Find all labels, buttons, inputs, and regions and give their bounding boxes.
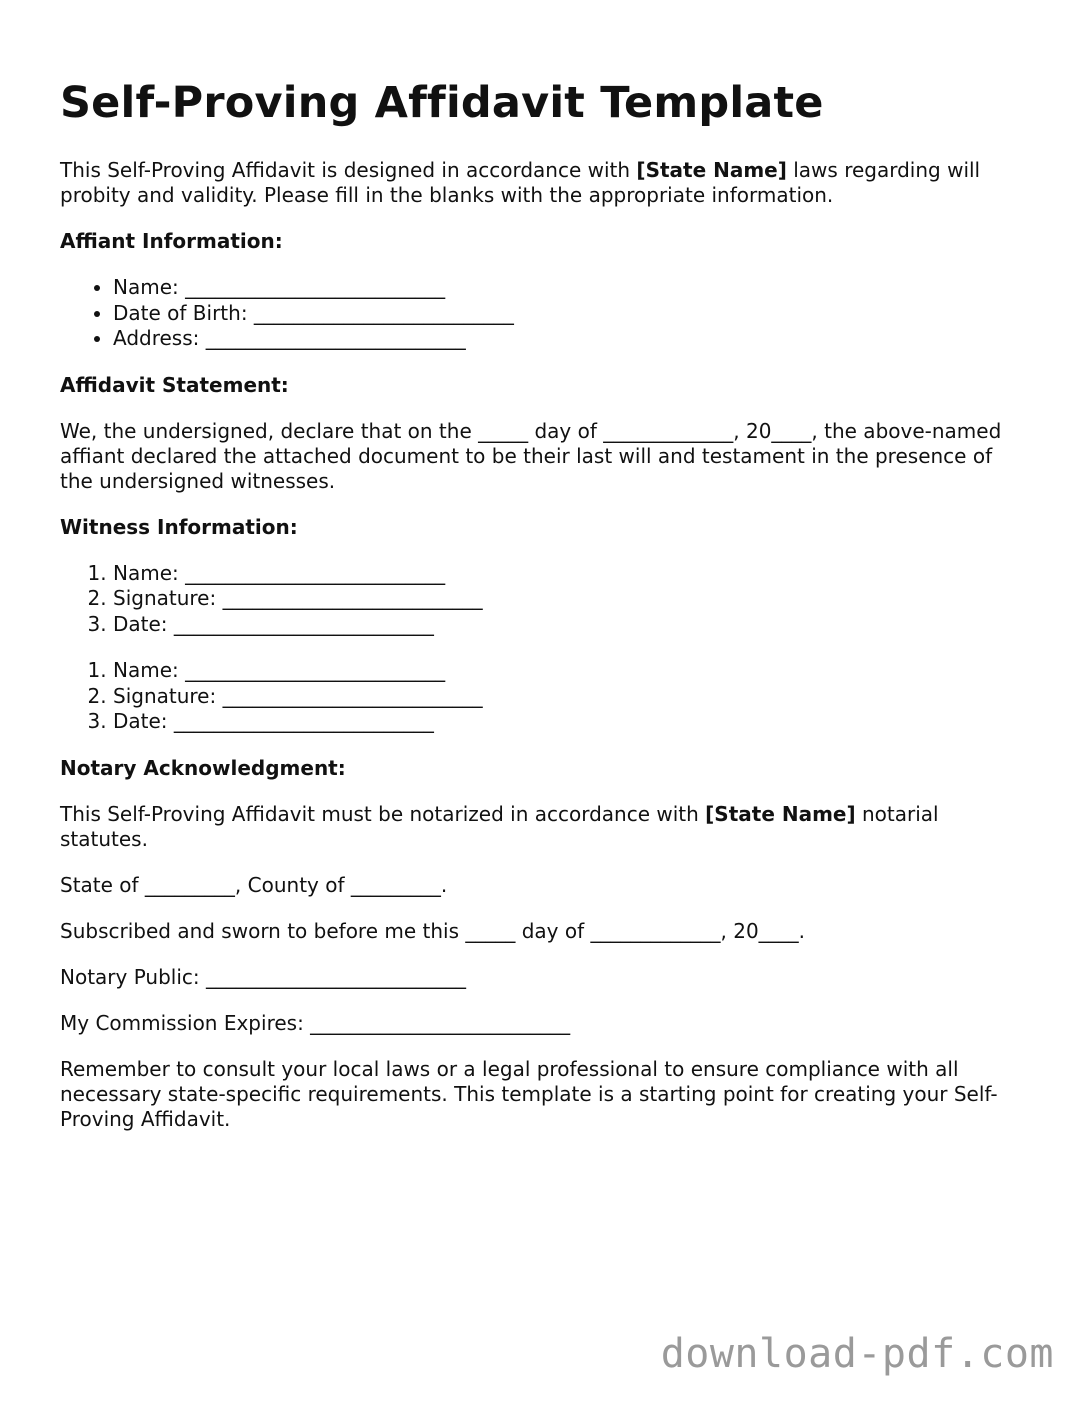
watermark: download-pdf.com bbox=[660, 1331, 1054, 1377]
notary-state-placeholder: [State Name] bbox=[705, 801, 856, 826]
notary-public-line: Notary Public: __________________________ bbox=[60, 964, 466, 989]
notary-text-before: This Self-Proving Affidavit must be notarized in accordance with bbox=[60, 801, 706, 826]
witness-1-date-field: 3. Date: __________________________ bbox=[113, 612, 1030, 638]
witness-2-date-field: 3. Date: __________________________ bbox=[113, 709, 1030, 735]
intro-text-before: This Self-Proving Affidavit is designed in accordance with bbox=[60, 158, 637, 182]
notary-heading: Notary Acknowledgment: bbox=[60, 755, 346, 780]
closing-paragraph: Remember to consult your local laws or a legal professional to ensure compliance with all necessary state-specific requirements. This template is a starting point for creating your Self-Proving Affidavit. bbox=[60, 1056, 998, 1131]
witness-2-list bbox=[60, 658, 1030, 735]
affiant-heading: Affiant Information: bbox=[60, 229, 283, 253]
document-page bbox=[60, 78, 1030, 1153]
witness-1-list bbox=[60, 561, 1030, 638]
witness-2-signature-field: 2. Signature: __________________________ bbox=[113, 684, 1030, 710]
affiant-name-field: • Name: __________________________ bbox=[113, 275, 1030, 301]
witness-1-name-field: 1. Name: __________________________ bbox=[113, 561, 1030, 587]
commission-expires-line: My Commission Expires: __________________________ bbox=[60, 1010, 571, 1035]
affiant-dob-field: • Date of Birth: __________________________ bbox=[113, 301, 1030, 327]
affiant-list bbox=[60, 275, 1030, 352]
intro-text-after: laws regarding will probity and validity. Please fill in the blanks with the appropriate information. bbox=[60, 158, 981, 207]
witness-heading: Witness Information: bbox=[60, 514, 298, 539]
intro-state-placeholder: [State Name] bbox=[636, 158, 787, 182]
document-title: Self-Proving Affidavit Template bbox=[60, 78, 824, 128]
notary-text-after: notarial statutes. bbox=[60, 801, 939, 851]
state-county-line: State of _________, County of _________. bbox=[60, 872, 448, 897]
affiant-address-field: • Address: __________________________ bbox=[113, 326, 1030, 352]
subscribed-line: Subscribed and sworn to before me this _____ day of _____________, 20____. bbox=[60, 918, 806, 943]
statement-heading: Affidavit Statement: bbox=[60, 372, 289, 397]
witness-1-signature-field: 2. Signature: __________________________ bbox=[113, 586, 1030, 612]
statement-paragraph: We, the undersigned, declare that on the _____ day of _____________, 20____, the above-named affiant declared the attached document to be their last will and testament in the presence of the undersigned witnesses. bbox=[60, 418, 1002, 493]
witness-2-name-field: 1. Name: __________________________ bbox=[113, 658, 1030, 684]
intro-paragraph bbox=[60, 158, 1030, 208]
notary-paragraph bbox=[60, 802, 1030, 852]
